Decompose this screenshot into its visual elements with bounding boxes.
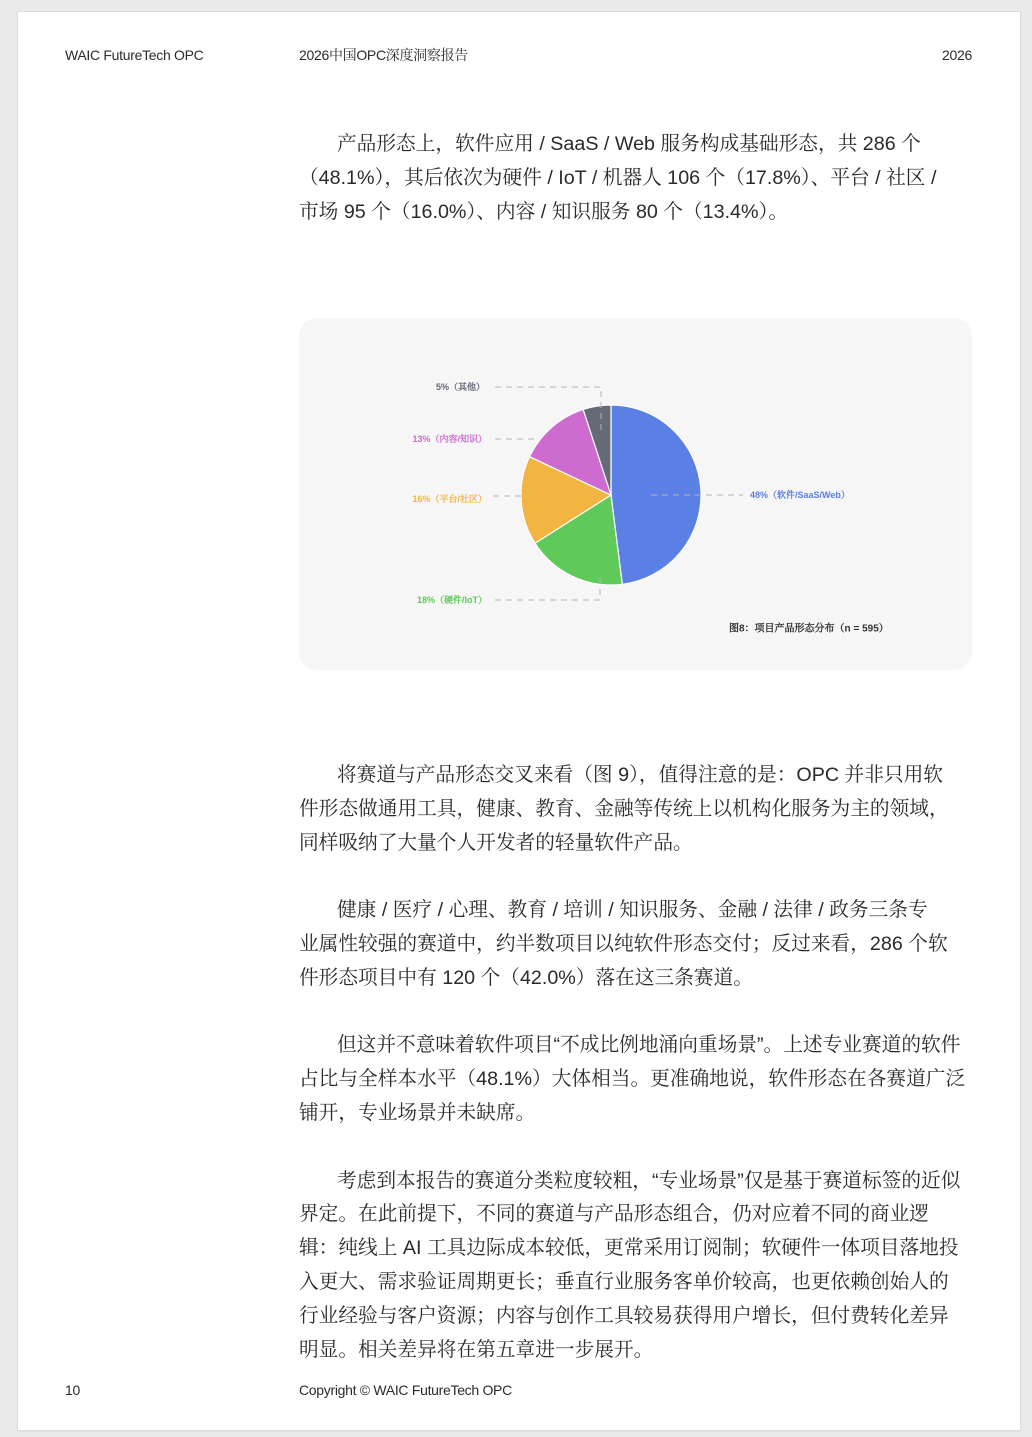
body-paragraph-3	[299, 894, 999, 995]
text-line: 界定。在此前提下，不同的赛道与产品形态组合，仍对应着不同的商业逻	[299, 1203, 929, 1226]
text-line: 市场 95 个（16.0%）、内容 / 知识服务 80 个（13.4%）。	[299, 200, 789, 223]
body-paragraph-4	[299, 1029, 999, 1130]
body-text-block	[299, 759, 999, 1401]
text-line: 健康 / 医疗 / 心理、教育 / 培训 / 知识服务、金融 / 法律 / 政务三条专	[337, 899, 928, 922]
body-paragraph-1	[299, 128, 999, 229]
slice-label-other: 5%（其他）	[435, 382, 485, 392]
text-line: 入更大、需求验证周期更长；垂直行业服务客单价较高，也更依赖创始人的	[299, 1270, 949, 1293]
text-line: 业属性较强的赛道中，约半数项目以纯软件形态交付；反过来看，286 个软	[299, 932, 948, 955]
text-line: 件形态项目中有 120 个（42.0%）落在这三条赛道。	[299, 966, 753, 989]
slice-label-content-knowledge: 13%（内容/知识）	[412, 434, 487, 444]
text-line: 同样吸纳了大量个人开发者的轻量软件产品。	[299, 831, 693, 854]
text-line: 产品形态上，软件应用 / SaaS / Web 服务构成基础形态，共 286 个	[337, 133, 921, 155]
slice-label-platform-community: 16%（平台/社区）	[412, 494, 487, 504]
pie-chart	[299, 318, 972, 670]
running-header-org: WAIC FutureTech OPC	[65, 47, 204, 63]
body-paragraph-2	[299, 759, 999, 860]
running-header-year: 2026	[942, 47, 972, 63]
text-line: 行业经验与客户资源；内容与创作工具较易获得用户增长，但付费转化差异	[299, 1304, 949, 1327]
figure-caption: 图8：项目产品形态分布（n = 595）	[729, 623, 889, 635]
running-header-title: 2026中国OPC深度洞察报告	[299, 47, 468, 63]
slice-label-hardware-iot: 18%（硬件/IoT）	[416, 595, 487, 605]
figure-card	[299, 318, 972, 670]
text-line: 铺开，专业场景并未缺席。	[299, 1101, 536, 1124]
body-paragraph-5	[299, 1165, 999, 1368]
text-line: 考虑到本报告的赛道分类粒度较粗，“专业场景”仅是基于赛道标签的近似	[337, 1169, 961, 1192]
text-line: 辑：纯线上 AI 工具边际成本较低，更常采用订阅制；软硬件一体项目落地投	[299, 1237, 959, 1260]
document-page	[18, 12, 1020, 1430]
text-line: 将赛道与产品形态交叉来看（图 9），值得注意的是：OPC 并非只用软	[337, 764, 943, 786]
text-line: （48.1%），其后依次为硬件 / IoT / 机器人 106 个（17.8%）、平台 / 社区 /	[299, 166, 937, 189]
text-line: 但这并不意味着软件项目“不成比例地涌向重场景”。上述专业赛道的软件	[337, 1034, 961, 1057]
text-line: 件形态做通用工具，健康、教育、金融等传统上以机构化服务为主的领域，	[299, 797, 949, 820]
slice-label-software-saas-web: 48%（软件/SaaS/Web）	[750, 490, 850, 500]
copyright-notice: Copyright © WAIC FutureTech OPC	[299, 1382, 512, 1398]
text-line: 占比与全样本水平（48.1%）大体相当。更准确地说，软件形态在各赛道广泛	[299, 1068, 966, 1091]
page-number: 10	[65, 1382, 80, 1398]
intro-text-block	[299, 128, 999, 263]
text-line: 明显。相关差异将在第五章进一步展开。	[299, 1338, 654, 1361]
